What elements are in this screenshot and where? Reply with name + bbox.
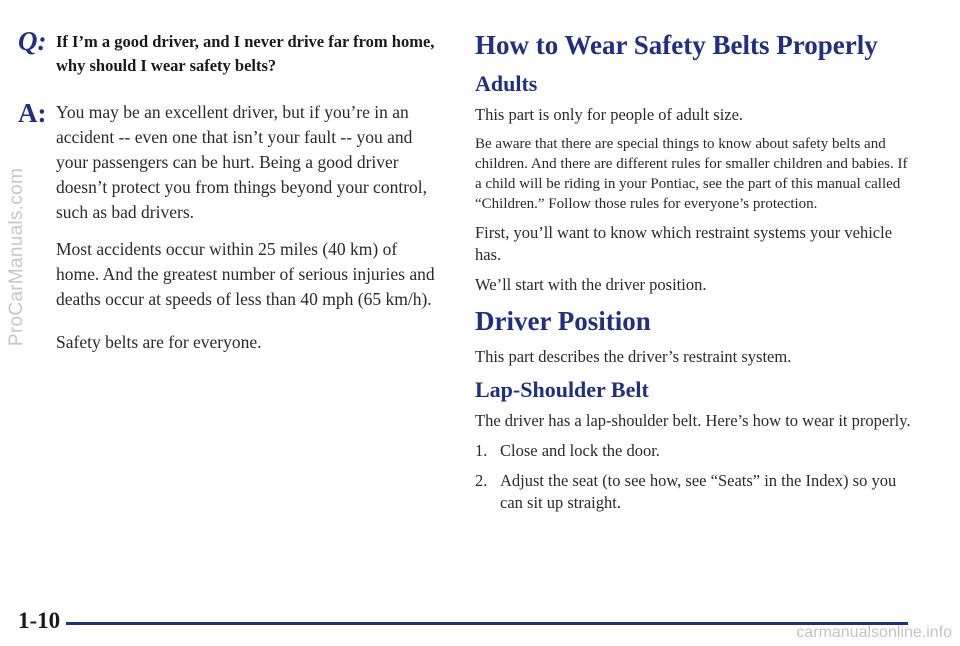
side-watermark-text: ProCarManuals.com — [6, 167, 27, 347]
adults-intro: This part is only for people of adult size. — [475, 105, 744, 124]
adults-note: Be aware that there are special things to know about safety belts and children. And there are different rules for smaller children and babies. If a child will be riding in your Pontiac, see the part of this manual called “Children.” Follow those rules for everyone’s protection. — [475, 136, 908, 212]
steps-list — [475, 440, 915, 514]
step-number: 1. — [475, 441, 488, 460]
section-title: How to Wear Safety Belts Properly — [475, 30, 878, 60]
list-item — [475, 470, 915, 514]
page-number: 1-10 — [18, 608, 61, 633]
answer-text: You may be an excellent driver, but if you’re in an accident -- even one that isn’t your fault -- you and your passengers can be hurt. Being a good driver doesn’t protect you from things beyond your control, such as bad drivers. — [56, 102, 428, 222]
adults-paragraph: We’ll start with the driver position. — [475, 275, 707, 294]
adults-heading: Adults — [475, 71, 538, 96]
answer-block — [18, 100, 438, 225]
step-number: 2. — [475, 471, 488, 490]
step-text: Close and lock the door. — [500, 441, 660, 460]
question-text: If I’m a good driver, and I never drive far from home, why should I wear safety belts? — [56, 32, 435, 75]
lap-shoulder-heading: Lap-Shoulder Belt — [475, 377, 649, 402]
right-column — [475, 28, 915, 522]
paragraph: Most accidents occur within 25 miles (40 km) of home. And the greatest number of serious injuries and deaths occur at speeds of less than 40 mph (65 km/h). — [56, 239, 435, 309]
paragraph: Safety belts are for everyone. — [56, 331, 262, 352]
left-column — [18, 28, 438, 372]
adults-paragraph: First, you’ll want to know which restraint systems your vehicle has. — [475, 223, 893, 264]
step-text: Adjust the seat (to see how, see “Seats” in the Index) so you can sit up straight. — [500, 471, 897, 512]
bottom-watermark: carmanualsonline.info — [796, 624, 952, 641]
footer-rule — [66, 622, 908, 625]
list-item — [475, 440, 915, 462]
page-footer — [18, 608, 908, 634]
answer-mark-label: A: — [18, 98, 47, 128]
question-mark-label: Q: — [18, 26, 47, 56]
driver-position-heading: Driver Position — [475, 306, 651, 336]
lap-shoulder-text: The driver has a lap-shoulder belt. Here’s how to wear it properly. — [475, 411, 911, 430]
question-block — [18, 28, 438, 78]
driver-position-text: This part describes the driver’s restraint system. — [475, 347, 792, 366]
